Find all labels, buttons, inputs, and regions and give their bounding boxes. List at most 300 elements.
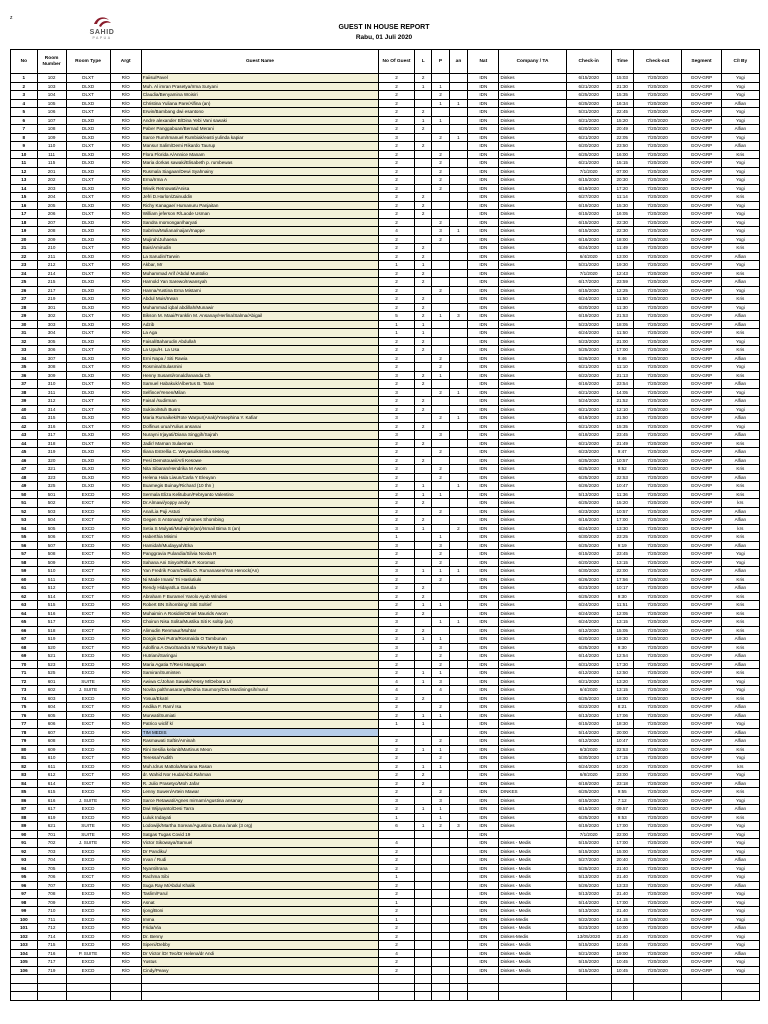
table-cell: 56 [11, 541, 38, 550]
table-cell [449, 116, 468, 125]
table-cell: R/O [110, 193, 141, 202]
table-cell: 8:21 [611, 703, 633, 712]
table-cell: EXCD [66, 966, 110, 975]
table-cell: 9:46 [611, 354, 633, 363]
table-cell: 9:30 [611, 643, 633, 652]
table-cell: 2 [379, 609, 415, 618]
table-row [11, 660, 760, 669]
table-cell: 12:10 [611, 405, 633, 414]
table-cell [432, 252, 449, 261]
table-cell [449, 320, 468, 329]
table-cell: 17:30 [611, 660, 633, 669]
table-cell: IDN [468, 635, 499, 644]
table-row [11, 822, 760, 831]
table-cell: R/O [110, 720, 141, 729]
table-cell: Dinkes [499, 779, 566, 788]
table-cell [432, 524, 449, 533]
table-cell: 1 [414, 720, 431, 729]
table-cell: GOV-GRP [682, 499, 721, 508]
table-cell: 2 [379, 966, 415, 975]
table-cell: 3 [432, 227, 449, 236]
table-cell [432, 108, 449, 117]
empty-cell [11, 975, 38, 984]
table-cell: R/O [110, 363, 141, 372]
table-cell: 26 [11, 286, 38, 295]
table-cell: Abdul Muis/Irwan [141, 295, 378, 304]
table-cell: 1 [379, 261, 415, 270]
table-cell [432, 864, 449, 873]
table-cell: 608 [37, 737, 66, 746]
table-cell: 1 [449, 133, 468, 142]
table-cell: GOV-GRP [682, 142, 721, 151]
table-cell: GOV-GRP [682, 932, 721, 941]
table-row [11, 380, 760, 389]
table-cell [449, 439, 468, 448]
table-cell: 4 [379, 677, 415, 686]
table-cell: 6/25/2020 [566, 465, 611, 474]
table-cell: Kris [721, 669, 759, 678]
table-cell: 18:05 [611, 320, 633, 329]
table-cell: 305 [37, 337, 66, 346]
empty-cell [66, 983, 110, 992]
empty-cell [37, 992, 66, 1001]
table-cell: IDN [468, 499, 499, 508]
table-cell: 210 [37, 244, 66, 253]
table-cell: 7/20/2020 [633, 295, 682, 304]
table-cell: EXCD [66, 711, 110, 720]
table-cell: Dinkes-Medis [499, 915, 566, 924]
table-cell: Yogi [721, 405, 759, 414]
table-cell: EXCD [66, 813, 110, 822]
table-cell [449, 635, 468, 644]
table-cell: 7/20/2020 [633, 822, 682, 831]
table-cell: Buamegis Buinay/Richard (10 thn ) [141, 482, 378, 491]
table-cell: EXCT [66, 550, 110, 559]
table-cell: GOV-GRP [682, 822, 721, 831]
table-cell: 15:15 [611, 159, 633, 168]
table-cell: 53 [11, 516, 38, 525]
table-row [11, 609, 760, 618]
table-cell: 2 [379, 907, 415, 916]
table-cell: 4 [432, 686, 449, 695]
table-cell [449, 354, 468, 363]
table-cell: GOV-GRP [682, 193, 721, 202]
table-cell: 106 [11, 966, 38, 975]
table-cell: 8 [11, 133, 38, 142]
table-cell: IDN [468, 703, 499, 712]
table-cell: 2 [379, 482, 415, 491]
table-cell [432, 482, 449, 491]
table-cell: 2 [379, 235, 415, 244]
table-cell: 17:56 [611, 575, 633, 584]
table-cell: 7/20/2020 [633, 125, 682, 134]
table-cell [449, 847, 468, 856]
table-cell: 7/20/2020 [633, 108, 682, 117]
table-cell: 7/20/2020 [633, 482, 682, 491]
table-cell: GOV-GRP [682, 337, 721, 346]
table-cell: 2 [379, 269, 415, 278]
hotel-logo [77, 15, 127, 47]
table-cell: Cindy/Peavy [141, 966, 378, 975]
table-row [11, 193, 760, 202]
table-cell: Yogi [721, 210, 759, 219]
table-cell: 316 [37, 422, 66, 431]
table-cell: IDN [468, 618, 499, 627]
table-cell: R/O [110, 524, 141, 533]
table-cell [449, 609, 468, 618]
table-cell: 6/20/2020 [566, 303, 611, 312]
table-cell: GOV-GRP [682, 567, 721, 576]
table-cell: 6/25/2020 [566, 694, 611, 703]
table-cell: 24 [11, 269, 38, 278]
table-cell: Dinkes [499, 762, 566, 771]
table-cell: 9:30 [611, 592, 633, 601]
table-cell: 45 [11, 448, 38, 457]
table-cell: 612 [37, 771, 66, 780]
table-cell: Dinkes [499, 235, 566, 244]
table-row [11, 201, 760, 210]
table-row [11, 720, 760, 729]
table-cell: 90 [11, 830, 38, 839]
table-cell: DLXT [66, 346, 110, 355]
table-cell: 96 [11, 881, 38, 890]
table-cell: 7/20/2020 [633, 235, 682, 244]
table-cell: 6/24/2020 [566, 609, 611, 618]
table-cell [449, 881, 468, 890]
table-cell: Alfian [721, 567, 759, 576]
table-cell: 11:30 [611, 303, 633, 312]
table-cell [449, 932, 468, 941]
table-cell: Dinkes [499, 490, 566, 499]
table-cell: 11:51 [611, 601, 633, 610]
table-cell: DLXD [66, 116, 110, 125]
table-cell: GOV-GRP [682, 966, 721, 975]
table-cell: 37 [11, 380, 38, 389]
table-cell: DLXT [66, 439, 110, 448]
table-cell: 100 [11, 915, 38, 924]
table-cell: 6/16/2020 [566, 380, 611, 389]
table-row [11, 278, 760, 287]
table-cell: R/O [110, 167, 141, 176]
guest-table [10, 49, 760, 1001]
table-cell: 719 [37, 966, 66, 975]
table-row [11, 533, 760, 542]
table-cell: 13:15 [611, 618, 633, 627]
table-cell: GOV-GRP [682, 363, 721, 372]
table-cell: EXCD [66, 507, 110, 516]
table-cell: Dinkes [499, 193, 566, 202]
table-cell: 7/20/2020 [633, 711, 682, 720]
table-cell: 18:30 [611, 720, 633, 729]
table-cell: 501 [37, 490, 66, 499]
table-cell: 7/20/2020 [633, 346, 682, 355]
table-cell: 2 [379, 159, 415, 168]
table-cell: GOV-GRP [682, 218, 721, 227]
table-cell: 6/23/2020 [566, 507, 611, 516]
table-row [11, 541, 760, 550]
table-row [11, 133, 760, 142]
table-cell: 1 [432, 533, 449, 542]
table-cell: 2 [414, 125, 431, 134]
table-cell: Mujirah/Juhaena [141, 235, 378, 244]
table-cell: R/O [110, 660, 141, 669]
table-cell: Gegen S Antonang/ Yohanes Shombing [141, 516, 378, 525]
table-cell [414, 898, 431, 907]
table-cell: Dinkes - Medis [499, 941, 566, 950]
table-cell: Dinkes [499, 431, 566, 440]
table-cell: EXCT [66, 754, 110, 763]
table-cell: Yogi [721, 91, 759, 100]
table-cell [449, 907, 468, 916]
table-cell: Dinkes [499, 584, 566, 593]
table-cell: 6/24/2020 [566, 524, 611, 533]
table-cell: 6/18/2020 [566, 431, 611, 440]
table-cell [432, 439, 449, 448]
table-cell: 2 [414, 592, 431, 601]
table-cell: Kris [721, 609, 759, 618]
table-cell: GOV-GRP [682, 558, 721, 567]
table-cell: 17:00 [611, 516, 633, 525]
table-cell: IDN [468, 82, 499, 91]
table-cell: IDN [468, 167, 499, 176]
table-cell: 3 [432, 643, 449, 652]
table-cell [449, 677, 468, 686]
table-cell: Erni Napa / Siti Rawia [141, 354, 378, 363]
table-cell: Alfian [721, 924, 759, 933]
table-cell: IDN [468, 813, 499, 822]
table-cell: 2 [432, 822, 449, 831]
table-cell: DLXD [66, 465, 110, 474]
table-row [11, 507, 760, 516]
table-cell: IDN [468, 941, 499, 950]
table-cell: 21:40 [611, 864, 633, 873]
table-cell: IDN [468, 295, 499, 304]
table-cell: 6/4/2020 [566, 252, 611, 261]
table-cell: DLXD [66, 167, 110, 176]
table-cell: 604 [37, 703, 66, 712]
table-cell: 93 [11, 856, 38, 865]
table-cell: 11:36 [611, 490, 633, 499]
empty-cell [468, 983, 499, 992]
table-cell: 7/20/2020 [633, 499, 682, 508]
table-row [11, 439, 760, 448]
table-cell: 2 [432, 575, 449, 584]
table-cell: R/O [110, 82, 141, 91]
table-cell: 07:00 [611, 167, 633, 176]
table-cell [449, 405, 468, 414]
table-cell: 7/20/2020 [633, 82, 682, 91]
table-cell: Dinkes [499, 575, 566, 584]
table-cell: Dinkes [499, 524, 566, 533]
table-cell: 46 [11, 456, 38, 465]
table-cell: 14 [11, 184, 38, 193]
table-cell: 5/23/2020 [566, 337, 611, 346]
table-cell: Dinkes [499, 99, 566, 108]
table-cell: GOV-GRP [682, 677, 721, 686]
table-cell: DLXT [66, 363, 110, 372]
table-cell: 1 [414, 635, 431, 644]
table-cell [449, 210, 468, 219]
table-cell: 2 [379, 142, 415, 151]
table-cell: 701 [37, 830, 66, 839]
table-cell: Alfian [721, 431, 759, 440]
table-cell: 7/20/2020 [633, 533, 682, 542]
table-cell: 7/20/2020 [633, 371, 682, 380]
table-cell: 2 [379, 575, 415, 584]
table-cell: EXCD [66, 941, 110, 950]
table-cell: Sukino/Muh Busro [141, 405, 378, 414]
table-cell [432, 74, 449, 83]
table-cell: 1 [449, 482, 468, 491]
table-cell: GOV-GRP [682, 482, 721, 491]
table-cell: 18:00 [611, 694, 633, 703]
table-cell: GOV-GRP [682, 796, 721, 805]
table-cell: Novita palthnasarany/Bedria Saumory/Dra Mardiningsih/nurul [141, 686, 378, 695]
table-cell: Ijong/Boni [141, 907, 378, 916]
table-cell: Muh. Al imran Prasetya/Irma Suryani [141, 82, 378, 91]
table-cell [449, 754, 468, 763]
table-row [11, 669, 760, 678]
table-cell: 2 [379, 924, 415, 933]
table-row [11, 286, 760, 295]
table-cell: 7/20/2020 [633, 958, 682, 967]
table-cell: GOV-GRP [682, 609, 721, 618]
table-cell: Yogi [721, 941, 759, 950]
table-cell [449, 74, 468, 83]
table-cell: 18:00 [611, 235, 633, 244]
table-cell: Rusmala Siagaan/Dewi Syahnainy [141, 167, 378, 176]
table-cell: Sabrina/Muliana/naijan/Inappe [141, 227, 378, 236]
table-row [11, 958, 760, 967]
table-row [11, 805, 760, 814]
table-cell: Dr. Benny [141, 932, 378, 941]
table-cell: IDN [468, 482, 499, 491]
table-cell: 104 [11, 949, 38, 958]
table-cell [449, 550, 468, 559]
table-cell: 2 [379, 847, 415, 856]
table-cell [414, 873, 431, 882]
table-row [11, 575, 760, 584]
empty-cell [11, 983, 38, 992]
table-cell: 103 [37, 82, 66, 91]
table-cell: 104 [37, 91, 66, 100]
table-cell: 1 [449, 227, 468, 236]
table-cell: 6/4/2020 [566, 686, 611, 695]
table-cell: 6/25/2020 [566, 99, 611, 108]
table-row [11, 269, 760, 278]
table-cell [414, 558, 431, 567]
table-cell [449, 966, 468, 975]
table-cell: 44 [11, 439, 38, 448]
table-cell: Hutriani/Saringai [141, 652, 378, 661]
table-cell [414, 533, 431, 542]
table-cell: 523 [37, 660, 66, 669]
table-cell: Kris [721, 439, 759, 448]
table-cell: GOV-GRP [682, 575, 721, 584]
table-cell: 6/25/2020 [566, 813, 611, 822]
table-cell [414, 958, 431, 967]
table-row [11, 949, 760, 958]
table-cell: Dinkes [499, 439, 566, 448]
table-cell: SUITE [66, 822, 110, 831]
table-cell: 18 [11, 218, 38, 227]
table-cell: GOV-GRP [682, 660, 721, 669]
table-cell: 211 [37, 252, 66, 261]
table-cell [432, 320, 449, 329]
table-cell: Alfian [721, 779, 759, 788]
table-cell: Haberthia Misimi [141, 533, 378, 542]
table-cell: EXCT [66, 771, 110, 780]
table-cell: IDN [468, 210, 499, 219]
table-cell: EXCT [66, 720, 110, 729]
table-cell: IDN [468, 235, 499, 244]
table-cell: 9:52 [611, 465, 633, 474]
table-cell: 5/14/2020 [566, 898, 611, 907]
table-cell: R/O [110, 788, 141, 797]
table-cell: 19:00 [611, 949, 633, 958]
table-cell: 2 [414, 252, 431, 261]
table-cell: Awiwa C/Johan Sawaki/Yessy M/Debora U/ [141, 677, 378, 686]
table-cell: 2 [379, 737, 415, 746]
table-cell: 315 [37, 414, 66, 423]
table-cell: EXCD [66, 558, 110, 567]
table-cell: Dinkes [499, 159, 566, 168]
table-cell: IDN [468, 473, 499, 482]
table-cell: Sarce Rum/Imanuel Rumbiak/easti yulinda kapiar [141, 133, 378, 142]
table-cell: 717 [37, 958, 66, 967]
table-row [11, 354, 760, 363]
table-cell: GOV-GRP [682, 465, 721, 474]
table-row [11, 966, 760, 975]
table-cell [449, 108, 468, 117]
table-cell: IDN [468, 898, 499, 907]
table-cell: Dinkes [499, 354, 566, 363]
table-cell: Kris [721, 813, 759, 822]
table-cell: DLXT [66, 74, 110, 83]
table-cell: 15:35 [611, 91, 633, 100]
table-cell [414, 159, 431, 168]
table-cell: 715 [37, 941, 66, 950]
table-cell: 7/20/2020 [633, 796, 682, 805]
table-cell: R/O [110, 405, 141, 414]
table-cell: 7/20/2020 [633, 686, 682, 695]
table-cell: 7/20/2020 [633, 133, 682, 142]
table-cell: R/O [110, 686, 141, 695]
table-row [11, 635, 760, 644]
table-cell: 6/3/2020 [566, 745, 611, 754]
table-cell: Dinkes [499, 635, 566, 644]
table-cell: 2 [379, 99, 415, 108]
table-cell [432, 847, 449, 856]
table-cell: Yogi [721, 907, 759, 916]
table-cell: IDN [468, 720, 499, 729]
table-cell: GOV-GRP [682, 737, 721, 746]
table-cell: DLXD [66, 227, 110, 236]
table-cell: Nyanti/Irana [141, 864, 378, 873]
table-cell: GOV-GRP [682, 490, 721, 499]
table-cell: 6/15/2020 [566, 796, 611, 805]
table-cell: Maria Agatia T/Resi Mangapan [141, 660, 378, 669]
table-cell: Yogi [721, 201, 759, 210]
table-cell: R/O [110, 507, 141, 516]
table-cell: IDN [468, 822, 499, 831]
table-cell: IDN [468, 949, 499, 958]
table-cell: EXCD [66, 728, 110, 737]
table-cell: DLXD [66, 125, 110, 134]
table-cell [414, 924, 431, 933]
table-cell: 609 [37, 745, 66, 754]
table-row [11, 890, 760, 899]
